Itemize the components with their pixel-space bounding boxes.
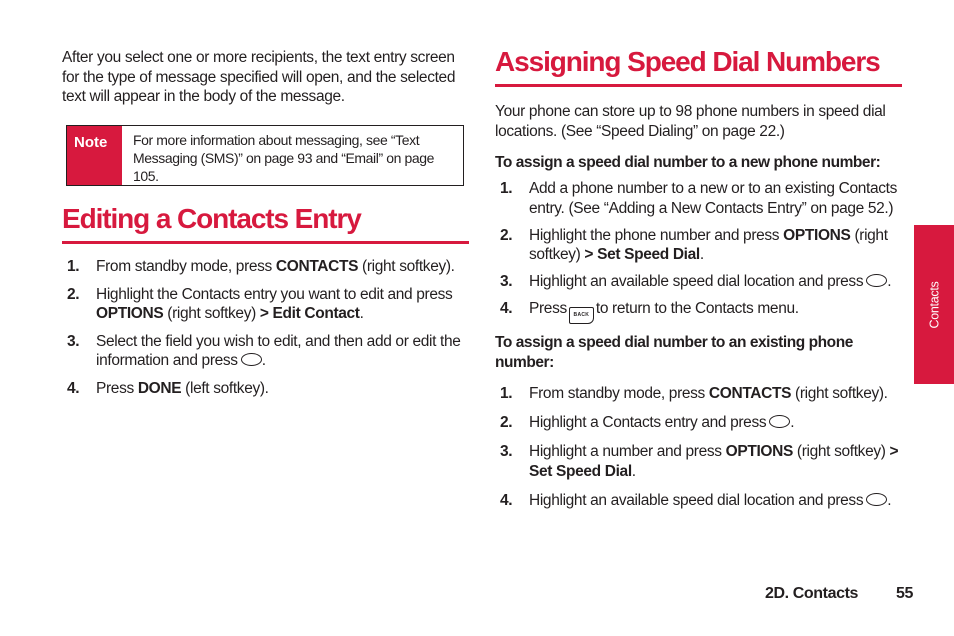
step-number: 4. [500,300,513,317]
key-label: DONE [137,379,182,397]
step-number: 4. [500,491,513,509]
side-tab-label: Contacts [927,281,941,328]
note-text: For more information about messaging, see “Text Messaging (SMS)” on page 93 and “Email” on page 105. [133,132,435,184]
key-label: CONTACTS [708,385,792,402]
heading-speed-dial: Assigning Speed Dial Numbers [495,46,902,87]
menu-path: > Edit Contact [259,305,360,322]
step-number: 2. [500,226,513,244]
menu-ok-key-icon [866,274,887,287]
note-label: Note [67,126,122,185]
footer-section-name: 2D. Contacts [765,585,858,602]
key-label: OPTIONS [96,305,164,322]
list-item: 3. Select the field you wish to edit, and then add or edit the information and press . [67,332,461,369]
heading-editing-contacts: Editing a Contacts Entry [62,203,469,244]
editing-steps-list [67,257,462,406]
list-item: 4. Press DONE (left softkey). [67,379,269,397]
list-item: 4. Press BACK to return to the Contacts menu. [500,299,900,324]
subheading-existing-number: To assign a speed dial number to an existing phone number: [495,334,853,371]
step-number: 3. [500,273,513,290]
step-number: 1. [67,258,80,275]
page-number: 55 [896,585,913,602]
step-number: 3. [67,332,80,350]
list-item: 1. Add a phone number to a new or to an existing Contacts entry. (See “Adding a New Contacts Entry” on page 52.) [500,180,897,217]
list-item: 4. Highlight an available speed dial location and press . [500,491,892,509]
list-item: 3. Highlight an available speed dial location and press . [500,273,892,290]
list-item: 1. From standby mode, press CONTACTS (right softkey). [67,258,455,275]
step-number: 1. [500,385,513,402]
menu-path: > Set Speed Dial [584,246,700,263]
key-label: OPTIONS [783,226,851,244]
subheading-new-number: To assign a speed dial number to a new phone number: [495,154,881,171]
list-item: 1. From standby mode, press CONTACTS (right softkey). [500,385,888,402]
step-number: 3. [500,443,513,460]
step-number: 1. [500,180,513,197]
menu-ok-key-icon [866,493,887,506]
list-item: 2. Highlight the Contacts entry you want to edit and press OPTIONS (right softkey) > Edit Contact. [67,285,453,322]
menu-path: > Set Speed Dial [529,443,899,480]
list-item: 2. Highlight a Contacts entry and press . [500,414,795,431]
step-number: 2. [500,414,513,431]
menu-ok-key-icon [769,415,790,428]
key-label: OPTIONS [725,443,793,460]
note-box [66,125,464,186]
list-item: 3. Highlight a number and press OPTIONS (right softkey) > Set Speed Dial. [500,443,899,480]
new-number-steps-list [500,179,900,332]
step-number: 2. [67,285,80,303]
menu-ok-key-icon [241,353,262,366]
list-item: 2. Highlight the phone number and press OPTIONS (right softkey) > Set Speed Dial. [500,226,888,263]
speed-dial-intro: Your phone can store up to 98 phone numbers in speed dial locations. (See “Speed Dialing” on page 22.) [495,103,886,140]
existing-number-steps-list [500,384,900,520]
key-label: CONTACTS [275,258,359,275]
back-key-icon: BACK [569,307,594,324]
step-number: 4. [67,379,80,397]
section-side-tab [914,225,954,384]
intro-paragraph: After you select one or more recipients, the text entry screen for the type of message specified will open, and the selected text will appear in the body of the message. [62,49,456,105]
